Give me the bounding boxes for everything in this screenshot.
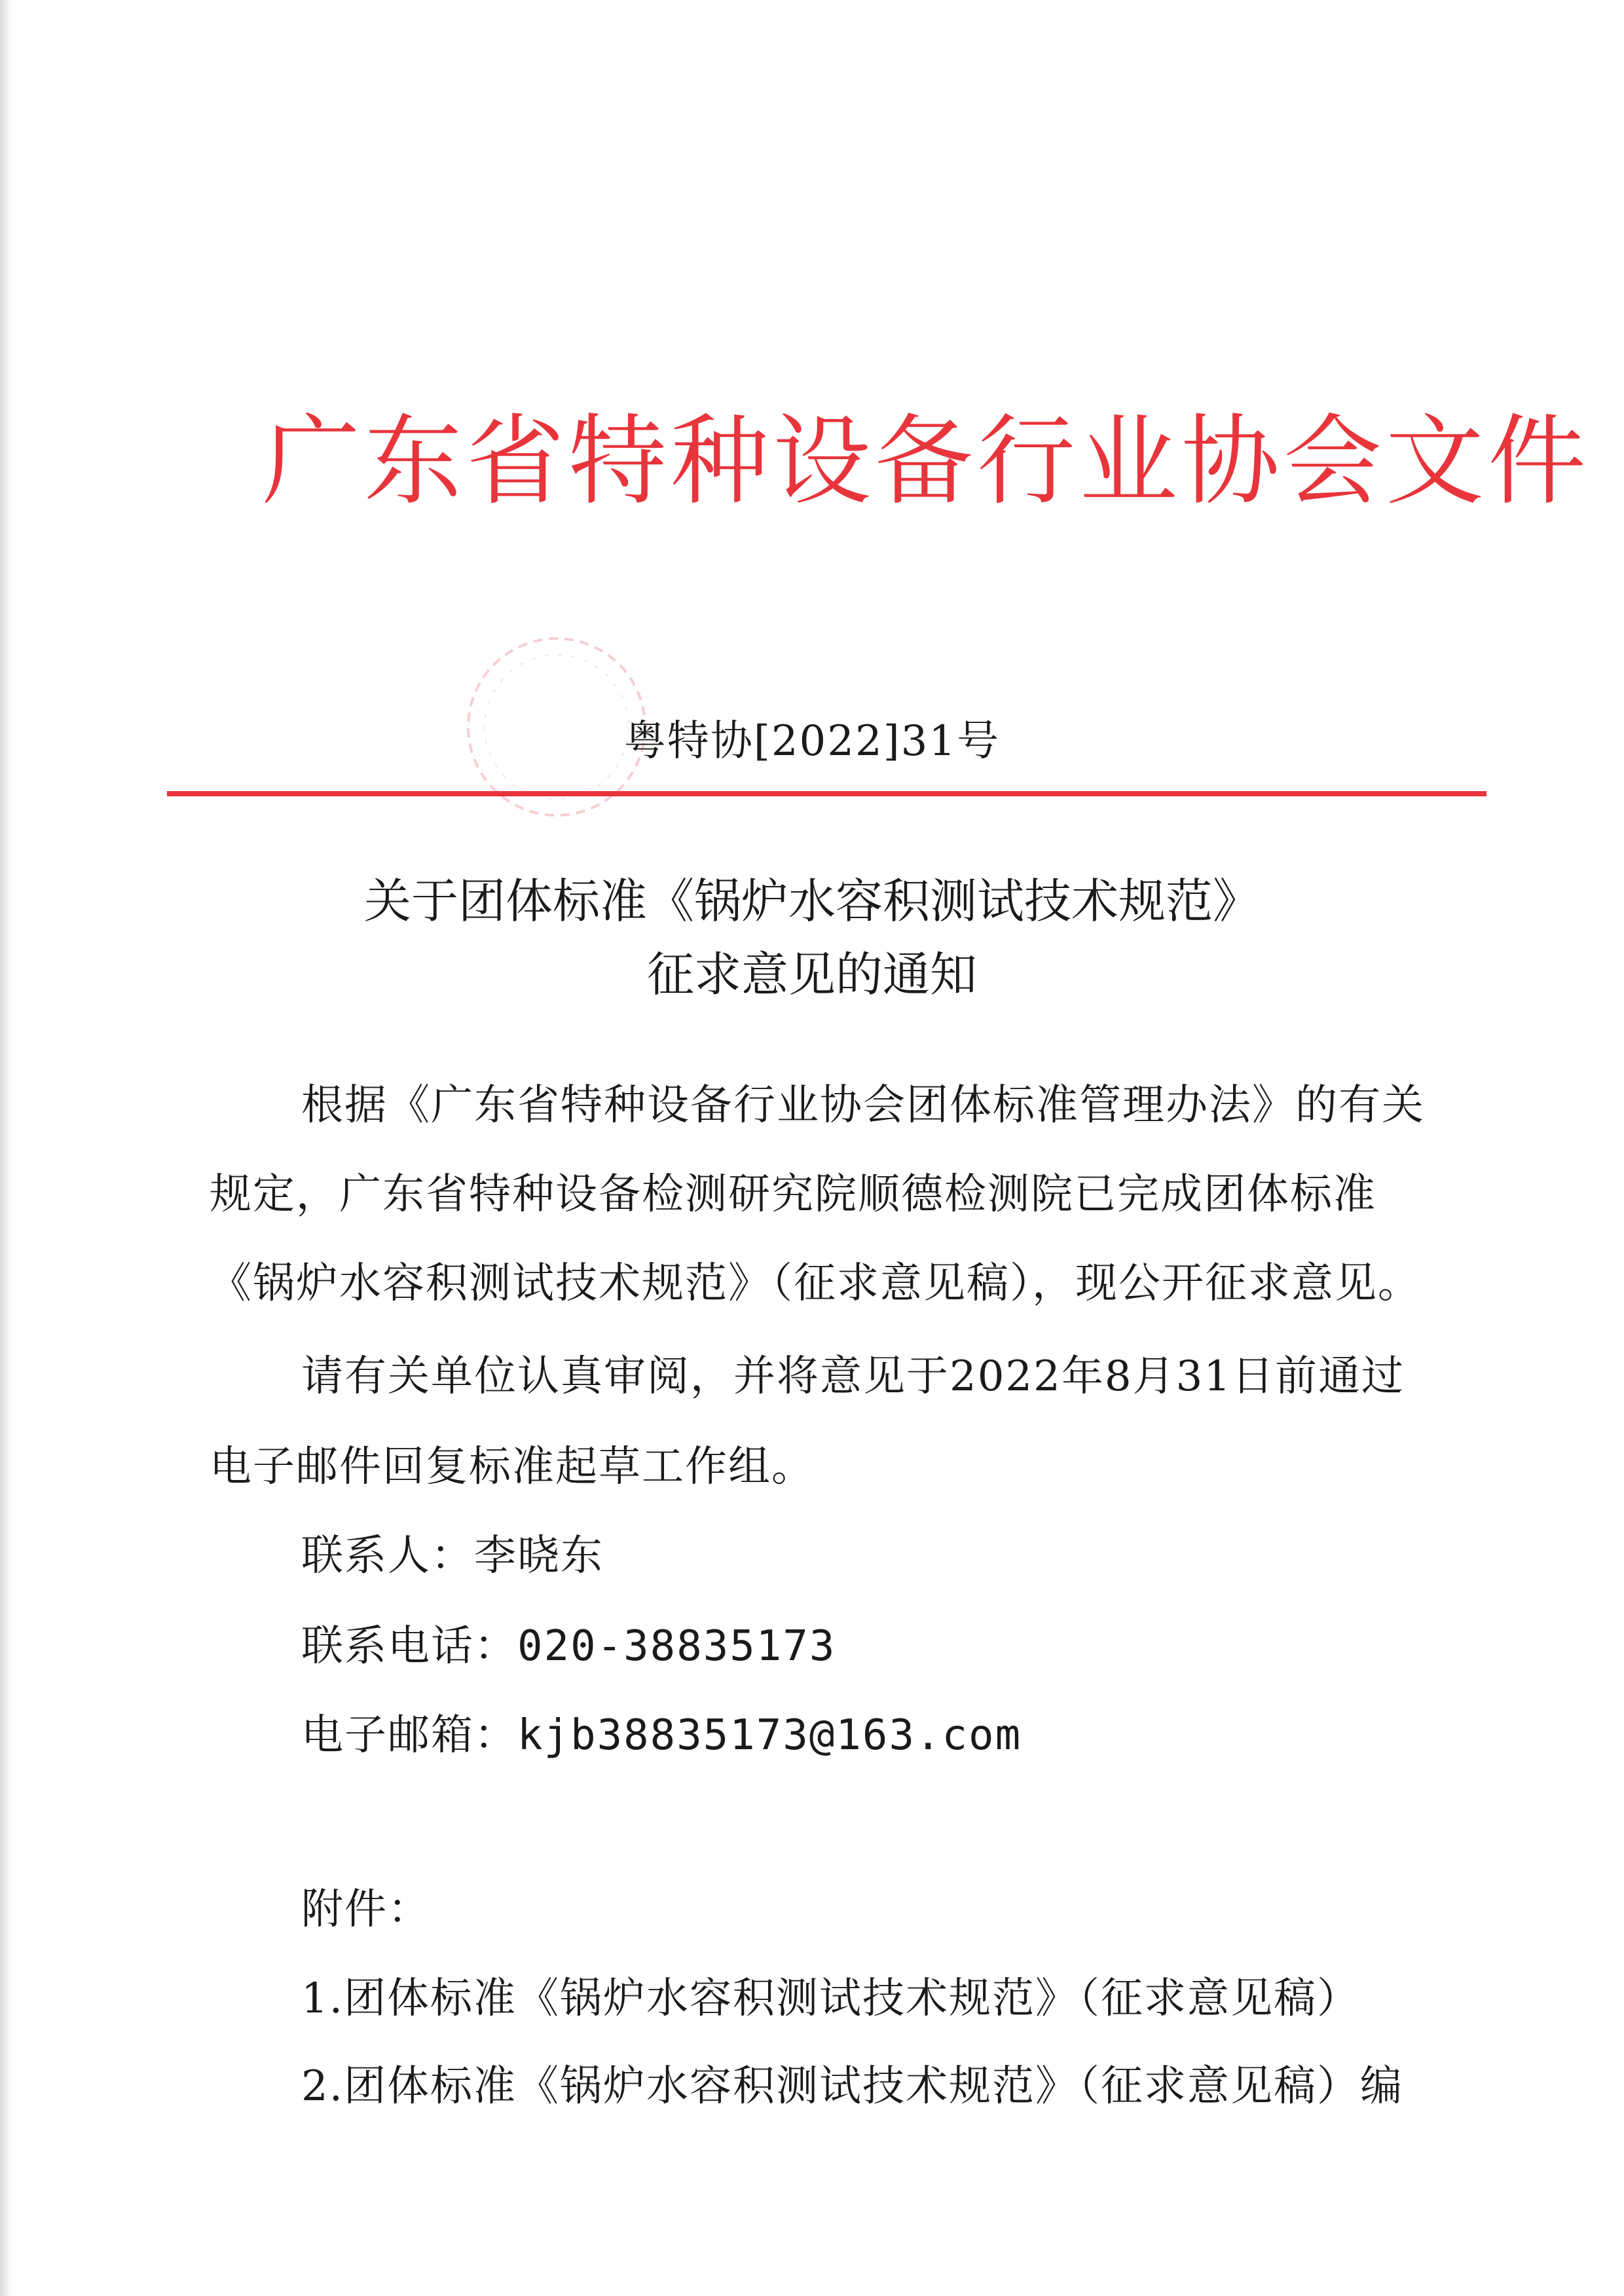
attachment-item-1: 1.团体标准《锅炉水容积测试技术规范》（征求意见稿）	[301, 1974, 1361, 2023]
scan-edge	[0, 0, 12, 2296]
contact-email-label: 电子邮箱：	[301, 1711, 517, 1760]
paragraph-2-line-1: 请有关单位认真审阅，并将意见于2022年8月31日前通过	[301, 1352, 1405, 1401]
contact-email-address: kjb38835173@163.com	[517, 1711, 1022, 1760]
contact-phone-label: 联系电话：	[301, 1622, 517, 1671]
contact-phone-number: 020-38835173	[517, 1622, 836, 1671]
paragraph-1-line-3: 《锅炉水容积测试技术规范》（征求意见稿），现公开征求意见。	[210, 1259, 1421, 1308]
paragraph-1-line-2: 规定，广东省特种设备检测研究院顺德检测院已完成团体标准	[210, 1170, 1376, 1219]
notice-title-line-2: 征求意见的通知	[646, 947, 977, 1002]
contact-email-row	[301, 1711, 1022, 1760]
notice-title-line-1: 关于团体标准《锅炉水容积测试技术规范》	[363, 874, 1260, 929]
contact-person-row	[301, 1532, 604, 1580]
paragraph-1-line-1: 根据《广东省特种设备行业协会团体标准管理办法》的有关	[301, 1081, 1425, 1130]
contact-person-name: 李晓东	[474, 1532, 604, 1580]
contact-person-label: 联系人：	[301, 1532, 474, 1580]
paragraph-2-line-2: 电子邮件回复标准起草工作组。	[210, 1443, 815, 1491]
org-header-title: 广东省特种设备行业协会文件	[262, 405, 1591, 519]
attachment-item-2: 2.团体标准《锅炉水容积测试技术规范》（征求意见稿）编	[301, 2062, 1404, 2111]
document-number: 粤特协[2022]31号	[623, 717, 1001, 766]
attachments-label: 附件：	[301, 1885, 431, 1934]
contact-phone-row	[301, 1622, 836, 1671]
red-divider-line	[167, 791, 1486, 796]
